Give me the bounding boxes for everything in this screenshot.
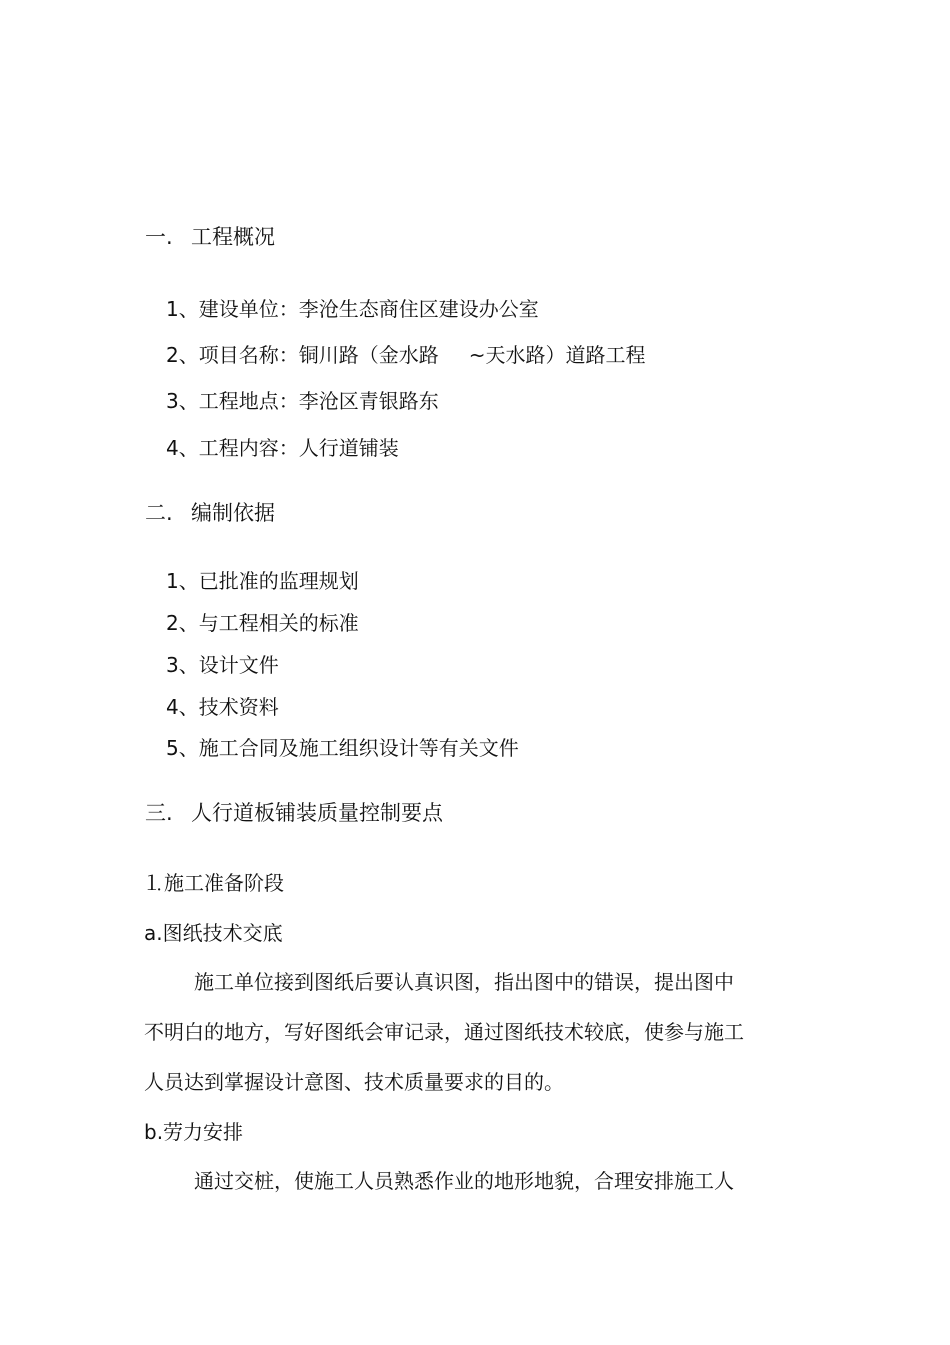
subheading-a: a.图纸技术交底 xyxy=(144,921,283,945)
paragraph-line: 通过交桩，使施工人员熟悉作业的地形地貌，合理安排施工人 xyxy=(194,1169,734,1193)
section-heading-2 xyxy=(145,503,275,524)
section-title: 人行道板铺装质量控制要点 xyxy=(191,801,443,825)
section-title: 编制依据 xyxy=(191,501,275,525)
list-item: 1、建设单位：李沧生态商住区建设办公室 xyxy=(166,297,539,321)
stage-heading: ⒈施工准备阶段 xyxy=(144,871,284,895)
paragraph-line: 人员达到掌握设计意图、技术质量要求的目的。 xyxy=(144,1070,564,1094)
list-item: 2、与工程相关的标准 xyxy=(166,611,359,635)
section-number: 三. xyxy=(145,801,173,825)
section-number: 一. xyxy=(145,225,173,249)
list-item: 4、技术资料 xyxy=(166,695,279,719)
list-item: 1、已批准的监理规划 xyxy=(166,569,359,593)
section-heading-3 xyxy=(145,803,443,824)
list-item xyxy=(166,345,646,365)
list-item: 3、设计文件 xyxy=(166,653,279,677)
list-item: 4、工程内容：人行道铺装 xyxy=(166,436,399,460)
list-item: 5、施工合同及施工组织设计等有关文件 xyxy=(166,736,519,760)
paragraph-line: 施工单位接到图纸后要认真识图，指出图中的错误，提出图中 xyxy=(194,970,734,994)
list-item: 3、工程地点：李沧区青银路东 xyxy=(166,389,439,413)
section-heading-1 xyxy=(145,227,275,248)
section-number: 二. xyxy=(145,501,173,525)
list-item-part: 2、项目名称：铜川路（金水路 xyxy=(166,343,439,367)
subheading-b: b.劳力安排 xyxy=(144,1120,244,1144)
list-item-part: ~天水路）道路工程 xyxy=(468,343,646,367)
paragraph-line: 不明白的地方，写好图纸会审记录，通过图纸技术较底，使参与施工 xyxy=(144,1020,744,1044)
section-title: 工程概况 xyxy=(191,225,275,249)
